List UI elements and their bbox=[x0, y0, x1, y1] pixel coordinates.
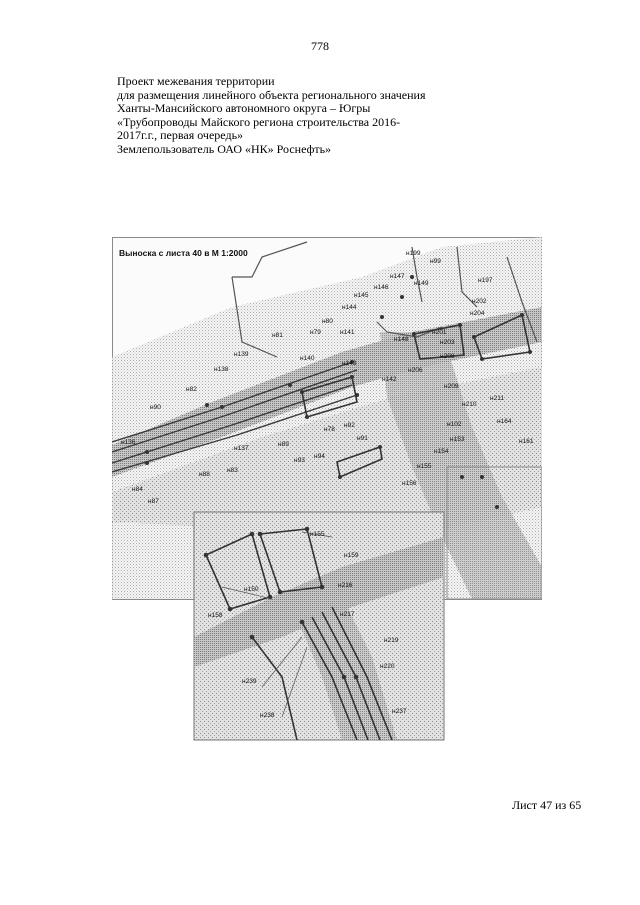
label-n153: н153 bbox=[450, 436, 465, 443]
inset-label-n150: н150 bbox=[244, 586, 259, 593]
label-n199: н199 bbox=[406, 250, 421, 257]
header-line-4: «Трубопроводы Майского региона строительства 2016- bbox=[117, 114, 401, 129]
label-n99: н99 bbox=[430, 258, 441, 265]
label-n90: н90 bbox=[150, 404, 161, 411]
label-n91: н91 bbox=[357, 435, 368, 442]
label-n88: н88 bbox=[199, 471, 210, 478]
label-n147: н147 bbox=[390, 273, 405, 280]
label-n202: н202 bbox=[472, 298, 487, 305]
label-n139: н139 bbox=[234, 351, 249, 358]
label-n102: н102 bbox=[447, 421, 462, 428]
inset-label-n159: н159 bbox=[344, 552, 359, 559]
inset-label-n239: н239 bbox=[242, 678, 257, 685]
header-line-1: Проект межевания территории bbox=[117, 74, 275, 88]
label-n204: н204 bbox=[470, 310, 485, 317]
label-n211: н211 bbox=[490, 395, 504, 402]
label-n80: н80 bbox=[322, 318, 333, 325]
label-n82: н82 bbox=[186, 386, 197, 393]
label-n210: н210 bbox=[462, 401, 477, 408]
label-n154: н154 bbox=[434, 448, 449, 455]
map-title: Выноска с листа 40 в М 1:2000 bbox=[119, 248, 248, 258]
label-n93: н93 bbox=[294, 457, 305, 464]
label-n145: н145 bbox=[354, 292, 369, 299]
label-n81: н81 bbox=[272, 332, 283, 339]
label-n142: н142 bbox=[382, 376, 397, 383]
label-n155: н155 bbox=[417, 463, 432, 470]
label-n144: н144 bbox=[342, 304, 357, 311]
label-n94: н94 bbox=[314, 453, 325, 460]
inset-label-n158: н158 bbox=[208, 612, 223, 619]
label-n84: н84 bbox=[132, 486, 143, 493]
header-line-5: 2017г.г., первая очередь» bbox=[117, 128, 244, 142]
label-n203: н203 bbox=[440, 339, 455, 346]
inset-label-n217: н217 bbox=[340, 611, 355, 618]
label-n92: н92 bbox=[344, 422, 355, 429]
inset-label-n237: н237 bbox=[392, 708, 407, 715]
page-number: 778 bbox=[311, 39, 329, 53]
label-n87: н87 bbox=[148, 498, 159, 505]
label-n138: н138 bbox=[214, 366, 229, 373]
label-n164: н164 bbox=[497, 418, 512, 425]
label-n143: н143 bbox=[342, 360, 357, 367]
label-n141: н141 bbox=[340, 329, 355, 336]
cadastral-map bbox=[112, 237, 542, 742]
label-n136: н136 bbox=[121, 439, 136, 446]
inset-label-n220: н220 bbox=[380, 663, 395, 670]
label-n201: н201 bbox=[432, 329, 447, 336]
label-n83: н83 bbox=[227, 467, 238, 474]
label-n79: н79 bbox=[310, 329, 321, 336]
header-line-2: для размещения линейного объекта регионального значения bbox=[117, 87, 426, 102]
inset-label-n216: н216 bbox=[338, 582, 353, 589]
label-n161: н161 bbox=[519, 438, 534, 445]
inset-label-n155: н155 bbox=[310, 531, 325, 538]
label-n140: н140 bbox=[300, 355, 315, 362]
label-n156: н156 bbox=[402, 480, 417, 487]
label-n208: н208 bbox=[440, 353, 455, 360]
label-n209: н209 bbox=[444, 383, 459, 390]
inset-label-n238: н238 bbox=[260, 712, 275, 719]
label-n78: н78 bbox=[324, 426, 335, 433]
label-n197: н197 bbox=[478, 277, 493, 284]
label-n137: н137 bbox=[234, 445, 249, 452]
label-n146: н146 bbox=[374, 284, 389, 291]
label-n149: н149 bbox=[414, 280, 429, 287]
inset-label-n219: н219 bbox=[384, 637, 399, 644]
sheet-number: Лист 47 из 65 bbox=[512, 798, 582, 812]
map-inset bbox=[194, 512, 444, 740]
label-n206: н206 bbox=[408, 367, 423, 374]
document-header bbox=[117, 75, 537, 156]
header-line-3: Ханты-Мансийского автономного округа – Югры bbox=[117, 101, 371, 115]
label-n148: н148 bbox=[394, 336, 409, 343]
header-line-6: Землепользователь ОАО «НК» Роснефть» bbox=[117, 141, 332, 156]
label-n89: н89 bbox=[278, 441, 289, 448]
